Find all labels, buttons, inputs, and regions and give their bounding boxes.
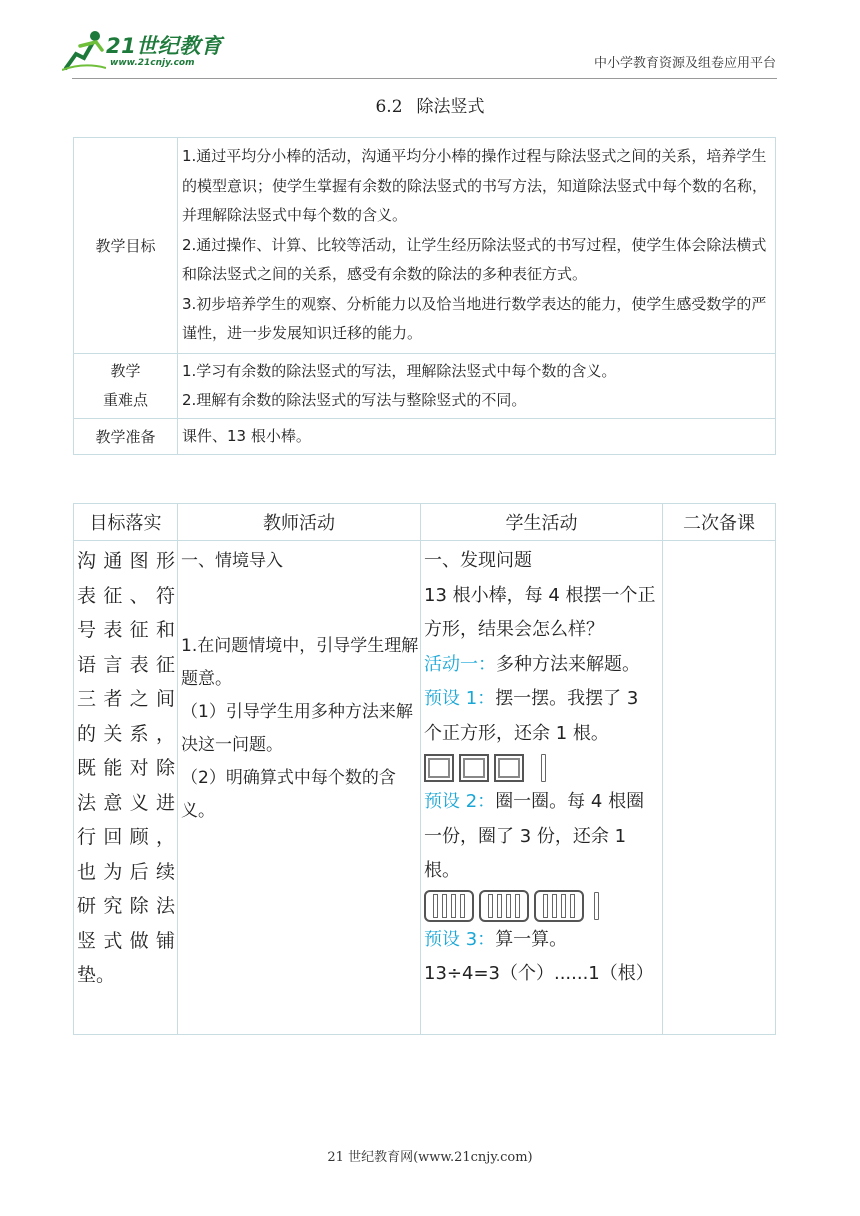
prep-label: 教学准备 bbox=[74, 418, 178, 454]
goal-line: 行回顾， bbox=[77, 826, 175, 848]
teaching-info-table bbox=[73, 137, 776, 455]
stick-square-icon bbox=[459, 754, 489, 782]
student-question: 13 根小棒，每 4 根摆一个正方形，结果会怎么样？ bbox=[424, 584, 656, 640]
student-activity-cell bbox=[421, 541, 663, 1035]
runner-logo-icon bbox=[62, 28, 106, 72]
teacher-activity-cell bbox=[178, 541, 421, 1035]
bundles-illustration bbox=[424, 889, 659, 923]
goal-line: 沟通图形 bbox=[77, 550, 175, 572]
title-text: 除法竖式 bbox=[416, 97, 485, 117]
plan-body-row bbox=[74, 541, 776, 1035]
goal-item: 1.通过平均分小棒的活动，沟通平均分小棒的操作过程与除法竖式之间的关系，培养学生的模型意识；使学生掌握有余数的除法竖式的书写方法，知道除法竖式中每个数的名称，并理解除法竖式中每个数的含义。 bbox=[182, 147, 768, 224]
goal-line: 研究除法 bbox=[77, 895, 175, 917]
goal-item: 2.通过操作、计算、比较等活动，让学生经历除法竖式的书写过程，使学生体会除法横式和除法竖式之间的关系，感受有余数的除法的多种表征方式。 bbox=[182, 235, 767, 283]
goal-line: 的关系， bbox=[77, 722, 175, 745]
goals-row bbox=[74, 138, 776, 354]
goal-line: 既能对除 bbox=[77, 757, 175, 779]
goal-line: 语言表征 bbox=[77, 653, 175, 676]
student-section-title: 一、发现问题 bbox=[424, 550, 532, 571]
key-points-content bbox=[178, 353, 776, 418]
squares-illustration bbox=[424, 751, 659, 785]
preset-1 bbox=[424, 682, 659, 751]
preset-2-label: 预设 2： bbox=[424, 791, 496, 812]
goal-item: 3.初步培养学生的观察、分析能力以及恰当地进行数学表达的能力，使学生感受数学的严谨性，进一步发展知识迁移的能力。 bbox=[182, 294, 767, 342]
stick-bundle-icon bbox=[424, 890, 474, 922]
single-stick-icon bbox=[541, 754, 546, 782]
plan-header-row bbox=[74, 504, 776, 541]
page-title bbox=[0, 92, 860, 117]
header-goal: 目标落实 bbox=[74, 504, 178, 541]
key-label-line: 重难点 bbox=[102, 390, 148, 409]
spacer bbox=[181, 578, 420, 630]
section-number: 6.2 bbox=[375, 97, 403, 117]
activity-line bbox=[424, 648, 659, 683]
goal-line: 三者之间 bbox=[77, 688, 175, 710]
goals-label: 教学目标 bbox=[74, 138, 178, 354]
prep-content: 课件、13 根小棒。 bbox=[178, 418, 776, 454]
preset-2 bbox=[424, 785, 659, 889]
goal-cell bbox=[74, 541, 178, 1035]
preset-3 bbox=[424, 923, 659, 958]
revision-cell bbox=[663, 541, 776, 1035]
preset-3-label: 预设 3： bbox=[424, 928, 496, 950]
preset-1-text: 摆一摆。我摆了 3 个正方形，还余 1 根。 bbox=[424, 688, 639, 744]
key-point-item: 2.理解有余数的除法竖式的写法与整除竖式的不同。 bbox=[182, 390, 527, 409]
preset-2-text: 圈一圈。每 4 根圈一份，圈了 3 份，还余 1 根。 bbox=[424, 791, 645, 881]
page-header bbox=[0, 0, 860, 84]
header-teacher: 教师活动 bbox=[178, 504, 421, 541]
teacher-item: （2）明确算式中每个数的含义。 bbox=[181, 768, 396, 821]
teacher-section-title: 一、情境导入 bbox=[181, 551, 283, 571]
prep-row bbox=[74, 418, 776, 454]
goals-content bbox=[178, 138, 776, 354]
activity-text: 多种方法来解题。 bbox=[496, 653, 640, 675]
stick-bundle-icon bbox=[534, 890, 584, 922]
key-points-label bbox=[74, 353, 178, 418]
stick-bundle-icon bbox=[479, 890, 529, 922]
lesson-plan-table bbox=[73, 503, 776, 1035]
activity-label: 活动一： bbox=[424, 653, 496, 675]
key-point-item: 1.学习有余数的除法竖式的写法，理解除法竖式中每个数的含义。 bbox=[182, 361, 617, 380]
logo-text: 21世纪教育 bbox=[106, 34, 223, 58]
preset-3-text: 算一算。 bbox=[495, 928, 568, 950]
key-points-row bbox=[74, 353, 776, 418]
stick-square-icon bbox=[424, 754, 454, 782]
site-logo bbox=[62, 28, 232, 76]
single-stick-icon bbox=[594, 892, 599, 920]
goal-line: 竖式做铺 bbox=[77, 929, 175, 952]
goal-line: 垫。 bbox=[77, 964, 116, 986]
division-equation: 13÷4=3（个）......1（根） bbox=[424, 963, 654, 984]
goal-line: 号表征和 bbox=[77, 619, 175, 641]
preset-1-label: 预设 1： bbox=[424, 688, 496, 709]
teacher-item: （1）引导学生用多种方法来解决这一问题。 bbox=[181, 702, 413, 755]
teacher-item: 1.在问题情境中，引导学生理解题意。 bbox=[181, 636, 419, 689]
key-label-line: 教学 bbox=[110, 361, 141, 380]
page-footer: 21 世纪教育网(www.21cnjy.com) bbox=[327, 1150, 533, 1165]
goal-line: 表征、符 bbox=[77, 584, 175, 607]
stick-square-icon bbox=[494, 754, 524, 782]
logo-url: www.21cnjy.com bbox=[110, 58, 195, 68]
platform-name: 中小学教育资源及组卷应用平台 bbox=[593, 56, 776, 71]
header-student: 学生活动 bbox=[421, 504, 663, 541]
goal-line: 法意义进 bbox=[77, 791, 175, 814]
goal-line: 也为后续 bbox=[77, 860, 175, 883]
header-divider bbox=[72, 78, 777, 79]
header-revision: 二次备课 bbox=[663, 504, 776, 541]
